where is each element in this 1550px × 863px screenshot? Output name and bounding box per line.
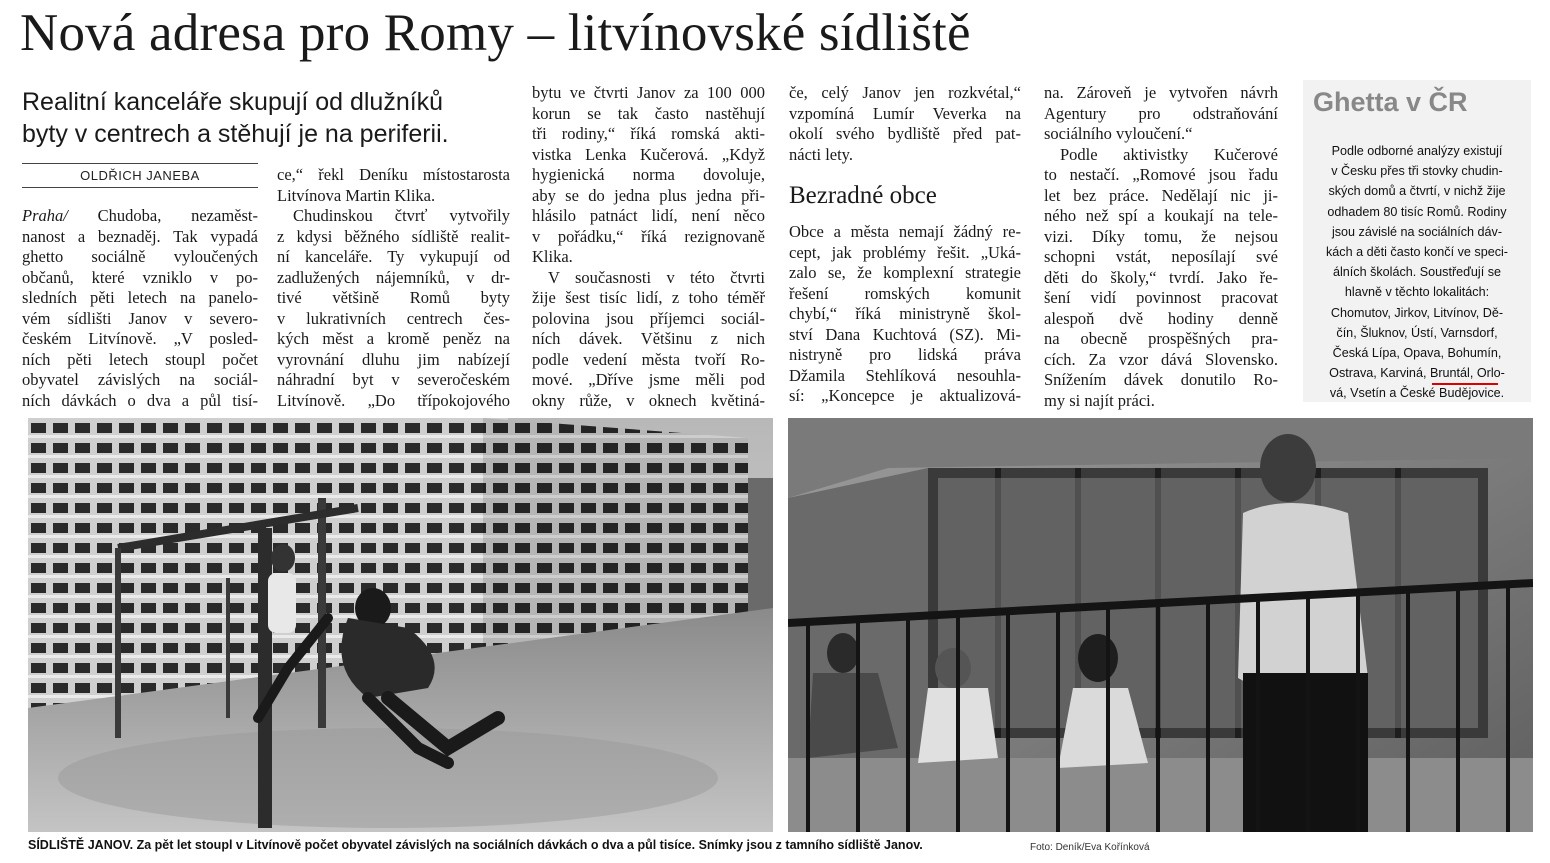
text-line: Podle aktivistky Kučerové [1060,144,1278,164]
text-line: ních dávek. Většinu z nich [532,329,765,348]
sidebar-line: kách a děti často končí ve speci- [1325,244,1508,259]
text-line: aby se do jedna plus jedna při- [532,185,765,205]
deck [22,86,492,150]
photo-credit: Foto: Deník/Eva Kořínková [1030,842,1150,853]
sidebar-line: hlavně v těchto lokalitách: [1344,285,1490,300]
sidebar-text [1306,141,1528,403]
sidebar-line: álních školách. Soustřeďují se [1332,265,1502,280]
text-line: ních pěti letech stoupl počet [22,349,258,369]
text-line: sociálního vyloučení.“ [1044,124,1193,143]
text-line: tivé většině Romů byty [277,288,510,307]
text-line: let bez práce. Nedělají nic ji- [1044,185,1278,205]
text-line: chybí,“ říká ministryně škol- [789,304,1021,323]
text-line: vizi. Díky tomu, že nejsou [1044,226,1278,246]
text-line: šení vidí povinnost pracovat [1044,288,1278,307]
text-line: ních dávkách o dva a půl tisí- [22,390,258,410]
photo-balcony [788,418,1533,832]
text-line: náhradní byt v severočeském [277,370,510,389]
article-column-4-bottom [789,222,1021,407]
text-line: na. Zároveň je vytvořen návrh [1044,83,1278,102]
text-line: nanost a beznaděj. Tak vypadá [22,226,258,246]
sidebar-line: Chomutov, Jirkov, Litvínov, Dě- [1330,305,1504,320]
text-line: alespoň dvě hodiny denně [1044,308,1278,328]
text-line: zadlužených nájemníků, v dr- [277,267,510,287]
article-column-2 [277,165,510,411]
sidebar-line: Podle odborné analýzy existují [1331,144,1503,158]
text-line: žije šest tisíc lidí, z toho téměř [532,288,765,307]
article-column-1 [22,206,258,411]
text-line: ní kanceláře. Ty vykupují od [277,247,510,266]
text-fragment: Chudoba, nezaměst- [67,206,258,225]
text-line: Agentury pro odstraňování [1044,103,1278,123]
text-line: ghetto sociálně vyloučených [22,247,258,266]
text-line: Snížením dávek donutilo Ro- [1044,370,1278,389]
text-line: děti do školy,“ tvrdí. Jako ře- [1044,267,1278,287]
highlight-underline [1432,383,1498,385]
photo-balcony-image [788,418,1533,832]
text-line: vém sídlišti Janov v severo- [22,308,258,328]
text-line: řešení romských komunit [789,283,1021,303]
text-line: Džamila Stehlíková nesouhla- [789,365,1021,385]
text-line: nistryně pro lidská práva [789,345,1021,364]
photo-housing-estate [28,418,773,832]
text-line: ného než spí a koukají na tele- [1044,206,1278,225]
text-line: v lukrativních centrech čes- [277,308,510,328]
text-line: cept, jak problémy řešit. „Uká- [789,242,1021,262]
text-line: okolí svého bydliště před pat- [789,124,1021,143]
text-line: my si najít práci. [1044,390,1155,410]
text-line: mové. „Dříve jsme měli pod [532,370,765,389]
text-line: V současnosti v této čtvrti [548,267,765,287]
article-column-3 [532,83,765,411]
byline-rule-bottom [22,187,258,188]
sidebar-line: v Česku přes tři stovky chudin- [1331,164,1503,179]
text-line: kých měst a kromě peněz na [277,329,510,348]
sidebar-line: čín, Šluknov, Ústí, Varnsdorf, [1336,325,1498,340]
sidebar-line: Česká Lípa, Opava, Bohumín, [1332,345,1502,360]
text-line: sledních pěti letech na panelo- [22,288,258,307]
text-line: Litvínově. „Do třípokojového [277,390,510,410]
text-line: schopni vstát, neposílají své [1044,247,1278,266]
text-line: sí: „Koncepce je aktualizová- [789,386,1021,405]
byline-rule-top [22,163,258,164]
text-line: Klika. [532,247,573,266]
text-line: okny růže, v oknech květiná- [532,390,765,410]
text-line: Chudinskou čtvrť vytvořily [293,206,510,225]
text-line: hygienická norma dovoluje, [532,165,765,184]
article-column-4-top [789,83,1021,165]
text-line: korun se tak často nastěhují [532,103,765,123]
sidebar-line: odhadem 80 tisíc Romů. Rodiny [1327,204,1507,219]
text-line: vyrovnání dluhu jim nabízejí [277,349,510,369]
headline: Nová adresa pro Romy – litvínovské sídliště [20,4,971,62]
text-line [22,206,258,227]
text-line: Litvínova Martin Klika. [277,185,436,205]
text-line: podle vedení města tvoří Ro- [532,349,765,369]
deck-line: byty v centrech a stěhují je na periferii. [22,120,449,148]
text-line: v pořádku,“ říká rezignovaně [532,226,765,246]
text-line: obyvatel závislých na sociál- [22,370,258,389]
text-line: hlásilo patnáct lidí, není něco [532,206,765,225]
byline: OLDŘICH JANEBA [80,168,200,183]
text-line: bytu ve čtvrti Janov za 100 000 [532,83,765,102]
sidebar-line: jsou závislé na sociálních dáv- [1331,224,1503,239]
text-line: na obecně prospěšných pra- [1044,329,1278,348]
text-line: Obce a města nemají žádný re- [789,222,1021,241]
sidebar-line: Ostrava, Karviná, Bruntál, Orlo- [1329,366,1505,381]
sidebar-line: ských domů a čtvrtí, v nichž žije [1328,184,1506,199]
text-line: polovina jsou příjemci sociál- [532,308,765,328]
text-line: ství Dana Kuchtová (SZ). Mi- [789,324,1021,344]
text-line: to nestačí. „Romové jsou řadu [1044,165,1278,184]
text-line: občanů, které vzniklo v po- [22,267,258,287]
text-line: českém Litvínově. „V posled- [22,329,258,348]
dateline: Praha/ [22,206,68,225]
text-line: z kdysi běžného sídliště realit- [277,226,510,246]
text-line: tři rodiny,“ říká romská akti- [532,124,765,143]
sidebar-line: vá, Vsetín a České Budějovice. [1329,386,1505,401]
article-column-5 [1044,83,1278,411]
text-line: zalo se, že komplexní strategie [789,263,1021,282]
text-line: če, celý Janov jen rozkvétal,“ [789,83,1021,102]
text-line: cích. Za vzor dává Slovensko. [1044,349,1278,369]
text-line: ce,“ řekl Deníku místostarosta [277,165,510,184]
text-line: nácti lety. [789,144,853,164]
text-line: vistka Lenka Kučerová. „Když [532,144,765,164]
subhead: Bezradné obce [789,182,937,209]
text-line: vzpomíná Lumír Veverka na [789,103,1021,123]
deck-line: Realitní kanceláře skupují od dlužníků [22,88,444,116]
sidebar-title: Ghetta v ČR [1313,87,1468,117]
photo-housing-estate-image [28,418,773,832]
photo-caption: SÍDLIŠTĚ JANOV. Za pět let stoupl v Litvínově počet obyvatel závislých na sociálních dávkách o dva a půl tisíce. Snímky jsou z tamního sídliště Janov. [28,838,923,852]
